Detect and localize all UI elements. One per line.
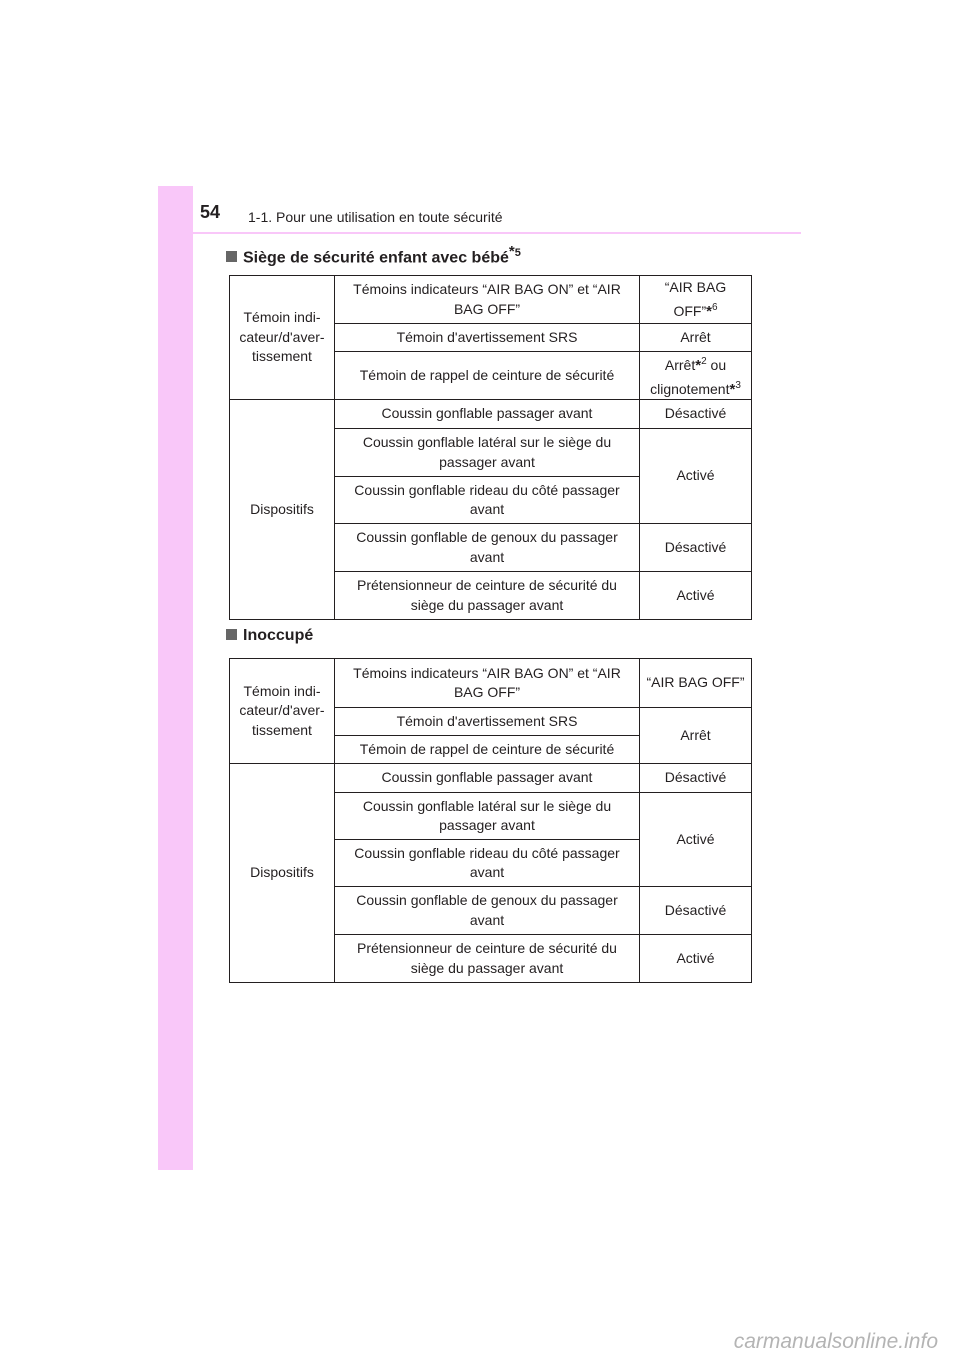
indicator-airbag-value: “AIR BAG OFF” — [640, 659, 752, 708]
device-knee-airbag-cell: Coussin gonflable de genoux du passager avant — [335, 524, 640, 572]
baby-seat-table — [229, 275, 752, 620]
indicator-seatbelt-cell: Témoin de rappel de ceinture de sécurité — [335, 352, 640, 400]
table-row — [230, 276, 752, 324]
unoccupied-table — [229, 658, 752, 983]
header-divider — [193, 232, 801, 234]
device-side-curtain-value: Activé — [640, 429, 752, 524]
indicator-airbag-cell: Témoins indicateurs “AIR BAG ON” et “AIR BAG OFF” — [335, 276, 640, 324]
section-title-text: Siège de sécurité enfant avec bébé — [243, 249, 509, 267]
devices-label-cell: Dispositifs — [230, 400, 335, 620]
indicator-srs-seatbelt-value: Arrêt — [640, 708, 752, 764]
indicator-label-cell: Témoin indi-cateur/d'aver-tissement — [230, 276, 335, 400]
indicator-label-cell: Témoin indi-cateur/d'aver-tissement — [230, 659, 335, 764]
indicator-srs-value: Arrêt — [640, 324, 752, 352]
device-pretensioner-cell: Prétensionneur de ceinture de sécurité du siège du passager avant — [335, 572, 640, 620]
device-knee-airbag-value: Désactivé — [640, 524, 752, 572]
square-bullet-icon — [226, 251, 237, 262]
table-row — [230, 659, 752, 708]
indicator-srs-cell: Témoin d'avertissement SRS — [335, 324, 640, 352]
device-front-airbag-cell: Coussin gonflable passager avant — [335, 764, 640, 793]
indicator-seatbelt-cell: Témoin de rappel de ceinture de sécurité — [335, 736, 640, 764]
section-title-text: Inoccupé — [243, 627, 314, 644]
device-side-airbag-cell: Coussin gonflable latéral sur le siège du passager avant — [335, 429, 640, 477]
device-side-airbag-cell: Coussin gonflable latéral sur le siège du passager avant — [335, 793, 640, 840]
device-front-airbag-value: Désactivé — [640, 400, 752, 429]
indicator-airbag-cell: Témoins indicateurs “AIR BAG ON” et “AIR BAG OFF” — [335, 659, 640, 708]
indicator-airbag-value: “AIR BAG OFF”*$^6$ — [640, 276, 752, 324]
watermark: carmanualsonline.info — [733, 1330, 938, 1353]
chapter-title: 1-1. Pour une utilisation en toute sécurité — [248, 209, 503, 225]
section-title-unoccupied — [226, 627, 313, 645]
sidebar-tab — [158, 186, 193, 1170]
indicator-srs-cell: Témoin d'avertissement SRS — [335, 708, 640, 736]
device-curtain-airbag-cell: Coussin gonflable rideau du côté passager avant — [335, 477, 640, 524]
device-front-airbag-cell: Coussin gonflable passager avant — [335, 400, 640, 429]
footnote-ref: *5 — [508, 243, 521, 260]
devices-label-cell: Dispositifs — [230, 764, 335, 983]
device-knee-airbag-value: Désactivé — [640, 887, 752, 935]
device-pretensioner-cell: Prétensionneur de ceinture de sécurité du siège du passager avant — [335, 935, 640, 983]
device-front-airbag-value: Désactivé — [640, 764, 752, 793]
device-pretensioner-value: Activé — [640, 935, 752, 983]
device-knee-airbag-cell: Coussin gonflable de genoux du passager avant — [335, 887, 640, 935]
device-side-curtain-value: Activé — [640, 793, 752, 887]
section-title-baby-seat — [226, 243, 521, 267]
device-curtain-airbag-cell: Coussin gonflable rideau du côté passager avant — [335, 840, 640, 887]
table-row — [230, 764, 752, 793]
square-bullet-icon — [226, 629, 237, 640]
table-row — [230, 400, 752, 429]
indicator-seatbelt-value: Arrêt*$^2$ ou clignotement*$^3$ — [640, 352, 752, 400]
page-number: 54 — [200, 202, 221, 222]
device-pretensioner-value: Activé — [640, 572, 752, 620]
